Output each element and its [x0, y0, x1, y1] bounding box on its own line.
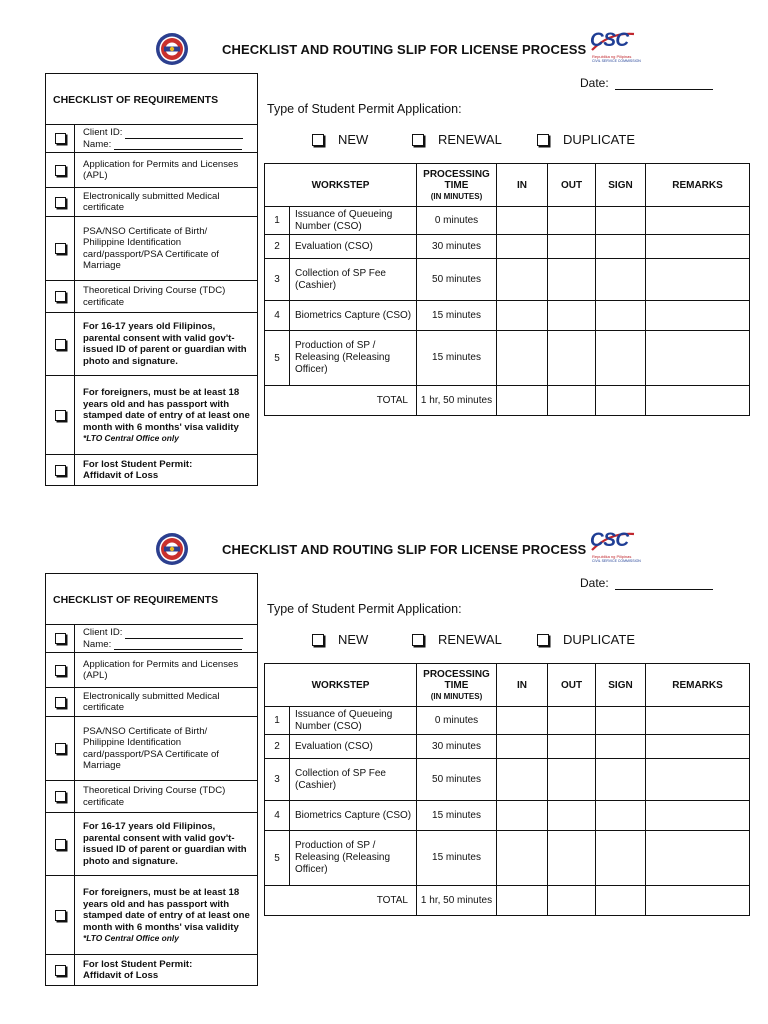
- remarks-cell[interactable]: [646, 259, 750, 301]
- name-line[interactable]: [114, 640, 242, 650]
- sign-cell[interactable]: [596, 259, 646, 301]
- out-cell[interactable]: [548, 386, 596, 416]
- total-time: 1 hr, 50 minutes: [417, 386, 497, 416]
- option-renewal[interactable]: [412, 132, 502, 147]
- step-name: Issuance of Queueing Number (CSO): [290, 207, 417, 235]
- application-type-label: Type of Student Permit Application:: [267, 102, 462, 116]
- client-info-row: [46, 625, 257, 653]
- option-label: DUPLICATE: [563, 132, 635, 147]
- in-cell[interactable]: [497, 331, 548, 386]
- routing-slip-1: [0, 0, 768, 500]
- checklist-title: CHECKLIST OF REQUIREMENTS: [46, 574, 257, 625]
- csc-logo-subtext: Republika ng Pilipinas: [592, 54, 632, 59]
- date-input-line[interactable]: [615, 78, 713, 90]
- in-header: IN: [497, 164, 548, 207]
- step-number: 4: [265, 301, 290, 331]
- out-cell[interactable]: [548, 886, 596, 916]
- lto-seal-icon: [155, 32, 189, 66]
- in-cell[interactable]: [497, 235, 548, 259]
- table-row: [265, 301, 750, 331]
- step-name: Issuance of Queueing Number (CSO): [290, 707, 417, 735]
- step-name: Collection of SP Fee (Cashier): [290, 759, 417, 801]
- checkbox[interactable]: [55, 839, 66, 850]
- table-row: [265, 759, 750, 801]
- checkbox[interactable]: [55, 697, 66, 708]
- checkbox[interactable]: [55, 791, 66, 802]
- out-cell[interactable]: [548, 831, 596, 886]
- date-label: Date:: [580, 576, 609, 590]
- processing-time-header: PROCESSING TIME (IN MINUTES): [417, 664, 497, 707]
- out-cell[interactable]: [548, 207, 596, 235]
- option-label: RENEWAL: [438, 632, 502, 647]
- option-new[interactable]: [312, 132, 368, 147]
- checklist-item: [46, 188, 257, 217]
- remarks-header: REMARKS: [646, 664, 750, 707]
- checkbox[interactable]: [412, 634, 424, 646]
- in-cell[interactable]: [497, 759, 548, 801]
- checklist-item-text: Electronically submitted Medical certificate: [83, 690, 220, 713]
- checkbox[interactable]: [55, 339, 66, 350]
- in-cell[interactable]: [497, 886, 548, 916]
- option-new[interactable]: [312, 632, 368, 647]
- processing-time: 0 minutes: [417, 207, 497, 235]
- sign-cell[interactable]: [596, 331, 646, 386]
- workstep-table: [264, 163, 750, 416]
- checklist-item: [46, 688, 257, 717]
- in-cell[interactable]: [497, 831, 548, 886]
- checklist-items: [46, 153, 257, 485]
- in-header: IN: [497, 664, 548, 707]
- workstep-table-body: [265, 707, 750, 916]
- remarks-cell[interactable]: [646, 759, 750, 801]
- checkbox[interactable]: [55, 965, 66, 976]
- checkbox[interactable]: [55, 165, 66, 176]
- processing-time: 15 minutes: [417, 301, 497, 331]
- out-cell[interactable]: [548, 707, 596, 735]
- checklist-item-text: Theoretical Driving Course (TDC) certificate: [83, 285, 226, 308]
- csc-logo-text: CSC: [590, 30, 629, 51]
- name-label: Name:: [83, 638, 112, 650]
- checklist-item-text: Application for Permits and Licenses (APL): [83, 158, 239, 181]
- checklist-item-text: For 16-17 years old Filipinos, parental consent with valid gov't-issued ID of parent or guardian with photo and signature.: [83, 821, 247, 867]
- out-cell[interactable]: [548, 301, 596, 331]
- csc-logo: [590, 30, 641, 64]
- checkbox[interactable]: [412, 134, 424, 146]
- checklist-item-text: PSA/NSO Certificate of Birth/ Philippine Identification card/passport/PSA Certificate of Marriage: [83, 225, 219, 271]
- in-cell[interactable]: [497, 207, 548, 235]
- workstep-table: [264, 663, 750, 916]
- step-number: 4: [265, 801, 290, 831]
- checklist-item: [46, 717, 257, 781]
- remarks-cell[interactable]: [646, 386, 750, 416]
- checkbox[interactable]: [55, 665, 66, 676]
- table-header-row: [265, 664, 750, 707]
- name-line[interactable]: [114, 140, 242, 150]
- step-name: Evaluation (CSO): [290, 735, 417, 759]
- total-time: 1 hr, 50 minutes: [417, 886, 497, 916]
- checklist-of-requirements: [45, 573, 258, 986]
- checkbox[interactable]: [312, 634, 324, 646]
- remarks-cell[interactable]: [646, 886, 750, 916]
- checklist-item: [46, 376, 257, 455]
- checklist-item-text: For lost Student Permit:: [83, 458, 193, 470]
- checkbox[interactable]: [55, 291, 66, 302]
- table-row: [265, 831, 750, 886]
- date-input-line[interactable]: [615, 578, 713, 590]
- sign-cell[interactable]: [596, 735, 646, 759]
- checklist-item: [46, 313, 257, 376]
- remarks-cell[interactable]: [646, 707, 750, 735]
- step-name: Evaluation (CSO): [290, 235, 417, 259]
- workstep-header: WORKSTEP: [265, 664, 417, 707]
- out-cell[interactable]: [548, 331, 596, 386]
- option-label: DUPLICATE: [563, 632, 635, 647]
- out-header: OUT: [548, 164, 596, 207]
- table-header-row: [265, 164, 750, 207]
- checklist-item-sub: Affidavit of Loss: [83, 970, 159, 981]
- processing-time: 50 minutes: [417, 759, 497, 801]
- table-row: [265, 259, 750, 301]
- checkbox[interactable]: [537, 134, 549, 146]
- checklist-item: [46, 653, 257, 688]
- client-id-line[interactable]: [125, 129, 243, 139]
- total-label: TOTAL: [265, 886, 417, 916]
- checklist-item-text: For foreigners, must be at least 18 years old and has passport with stamped date of entry of at least one month with 6 months' visa validity: [83, 387, 250, 433]
- table-row: [265, 207, 750, 235]
- checkbox[interactable]: [312, 134, 324, 146]
- sign-cell[interactable]: [596, 707, 646, 735]
- checklist-item-note: *LTO Central Office only: [83, 933, 179, 943]
- out-cell[interactable]: [548, 759, 596, 801]
- checklist-item-note: *LTO Central Office only: [83, 433, 179, 443]
- checkbox[interactable]: [55, 743, 66, 754]
- in-cell[interactable]: [497, 735, 548, 759]
- checklist-item-text: For 16-17 years old Filipinos, parental consent with valid gov't-issued ID of parent or guardian with photo and signature.: [83, 321, 247, 367]
- sign-cell[interactable]: [596, 831, 646, 886]
- step-number: 3: [265, 259, 290, 301]
- checklist-item: [46, 781, 257, 813]
- table-row: [265, 707, 750, 735]
- table-row: [265, 735, 750, 759]
- workstep-header: WORKSTEP: [265, 164, 417, 207]
- csc-logo-subtext: Republika ng Pilipinas: [592, 554, 632, 559]
- table-row: [265, 801, 750, 831]
- sign-cell[interactable]: [596, 386, 646, 416]
- checklist-item-text: PSA/NSO Certificate of Birth/ Philippine Identification card/passport/PSA Certificate of Marriage: [83, 725, 219, 771]
- checkbox[interactable]: [55, 910, 66, 921]
- total-row: [265, 386, 750, 416]
- routing-slip-2: [0, 500, 768, 1000]
- remarks-cell[interactable]: [646, 207, 750, 235]
- page-title: CHECKLIST AND ROUTING SLIP FOR LICENSE PROCESS: [222, 42, 587, 57]
- checklist-title: CHECKLIST OF REQUIREMENTS: [46, 74, 257, 125]
- in-cell[interactable]: [497, 259, 548, 301]
- checkbox[interactable]: [55, 133, 66, 144]
- csc-logo-text: CSC: [590, 530, 629, 551]
- checkbox[interactable]: [55, 465, 66, 476]
- checklist-item-sub: Affidavit of Loss: [83, 470, 159, 481]
- checklist-item: [46, 955, 257, 985]
- out-header: OUT: [548, 664, 596, 707]
- step-number: 5: [265, 831, 290, 886]
- option-label: RENEWAL: [438, 132, 502, 147]
- application-type-label: Type of Student Permit Application:: [267, 602, 462, 616]
- option-duplicate[interactable]: [537, 632, 635, 647]
- table-row: [265, 331, 750, 386]
- sign-cell[interactable]: [596, 235, 646, 259]
- checklist-item-text: Theoretical Driving Course (TDC) certificate: [83, 785, 226, 808]
- out-cell[interactable]: [548, 801, 596, 831]
- checklist-item-text: Electronically submitted Medical certificate: [83, 190, 220, 213]
- checkbox[interactable]: [55, 243, 66, 254]
- step-number: 5: [265, 331, 290, 386]
- checkbox[interactable]: [55, 633, 66, 644]
- processing-time: 0 minutes: [417, 707, 497, 735]
- processing-time: 30 minutes: [417, 735, 497, 759]
- page-title: CHECKLIST AND ROUTING SLIP FOR LICENSE PROCESS: [222, 542, 587, 557]
- in-cell[interactable]: [497, 801, 548, 831]
- sign-cell[interactable]: [596, 759, 646, 801]
- out-cell[interactable]: [548, 235, 596, 259]
- processing-time: 50 minutes: [417, 259, 497, 301]
- checklist-item: [46, 813, 257, 876]
- client-id-line[interactable]: [125, 629, 243, 639]
- total-row: [265, 886, 750, 916]
- step-name: Biometrics Capture (CSO): [290, 301, 417, 331]
- option-label: NEW: [338, 632, 369, 647]
- option-renewal[interactable]: [412, 632, 502, 647]
- checklist-item-text: For lost Student Permit:: [83, 958, 193, 970]
- sign-cell[interactable]: [596, 886, 646, 916]
- checkbox[interactable]: [537, 634, 549, 646]
- checklist-item: [46, 281, 257, 313]
- step-number: 2: [265, 235, 290, 259]
- workstep-table-body: [265, 207, 750, 416]
- step-name: Production of SP / Releasing (Releasing Officer): [290, 331, 417, 386]
- checklist-items: [46, 653, 257, 985]
- out-cell[interactable]: [548, 259, 596, 301]
- sign-header: SIGN: [596, 664, 646, 707]
- in-cell[interactable]: [497, 386, 548, 416]
- sign-cell[interactable]: [596, 207, 646, 235]
- step-number: 1: [265, 207, 290, 235]
- step-number: 3: [265, 759, 290, 801]
- checklist-item: [46, 217, 257, 281]
- step-name: Biometrics Capture (CSO): [290, 801, 417, 831]
- in-cell[interactable]: [497, 301, 548, 331]
- csc-logo-subtext-2: CIVIL SERVICE COMMISSION: [592, 559, 641, 563]
- step-number: 1: [265, 707, 290, 735]
- date-label: Date:: [580, 76, 609, 90]
- in-cell[interactable]: [497, 707, 548, 735]
- checklist-item: [46, 455, 257, 485]
- step-name: Production of SP / Releasing (Releasing Officer): [290, 831, 417, 886]
- checklist-item-text: Application for Permits and Licenses (APL): [83, 658, 239, 681]
- sign-cell[interactable]: [596, 301, 646, 331]
- remarks-header: REMARKS: [646, 164, 750, 207]
- checkbox[interactable]: [55, 197, 66, 208]
- step-number: 2: [265, 735, 290, 759]
- client-id-label: Client ID:: [83, 127, 123, 138]
- remarks-cell[interactable]: [646, 801, 750, 831]
- remarks-cell[interactable]: [646, 735, 750, 759]
- client-id-label: Client ID:: [83, 627, 123, 638]
- table-row: [265, 235, 750, 259]
- processing-time: 15 minutes: [417, 831, 497, 886]
- checklist-of-requirements: [45, 73, 258, 486]
- step-name: Collection of SP Fee (Cashier): [290, 259, 417, 301]
- checklist-item: [46, 153, 257, 188]
- checkbox[interactable]: [55, 410, 66, 421]
- processing-time: 15 minutes: [417, 801, 497, 831]
- date-field: [580, 576, 713, 590]
- name-label: Name:: [83, 138, 112, 150]
- out-cell[interactable]: [548, 735, 596, 759]
- csc-logo-subtext-2: CIVIL SERVICE COMMISSION: [592, 59, 641, 63]
- csc-logo: [590, 530, 641, 564]
- remarks-cell[interactable]: [646, 831, 750, 886]
- option-label: NEW: [338, 132, 369, 147]
- remarks-cell[interactable]: [646, 235, 750, 259]
- client-info-row: [46, 125, 257, 153]
- remarks-cell[interactable]: [646, 331, 750, 386]
- sign-header: SIGN: [596, 164, 646, 207]
- processing-time: 15 minutes: [417, 331, 497, 386]
- date-field: [580, 76, 713, 90]
- processing-time: 30 minutes: [417, 235, 497, 259]
- remarks-cell[interactable]: [646, 301, 750, 331]
- option-duplicate[interactable]: [537, 132, 635, 147]
- checklist-item-text: For foreigners, must be at least 18 years old and has passport with stamped date of entry of at least one month with 6 months' visa validity: [83, 887, 250, 933]
- checklist-item: [46, 876, 257, 955]
- lto-seal-icon: [155, 532, 189, 566]
- processing-time-header: PROCESSING TIME (IN MINUTES): [417, 164, 497, 207]
- sign-cell[interactable]: [596, 801, 646, 831]
- total-label: TOTAL: [265, 386, 417, 416]
